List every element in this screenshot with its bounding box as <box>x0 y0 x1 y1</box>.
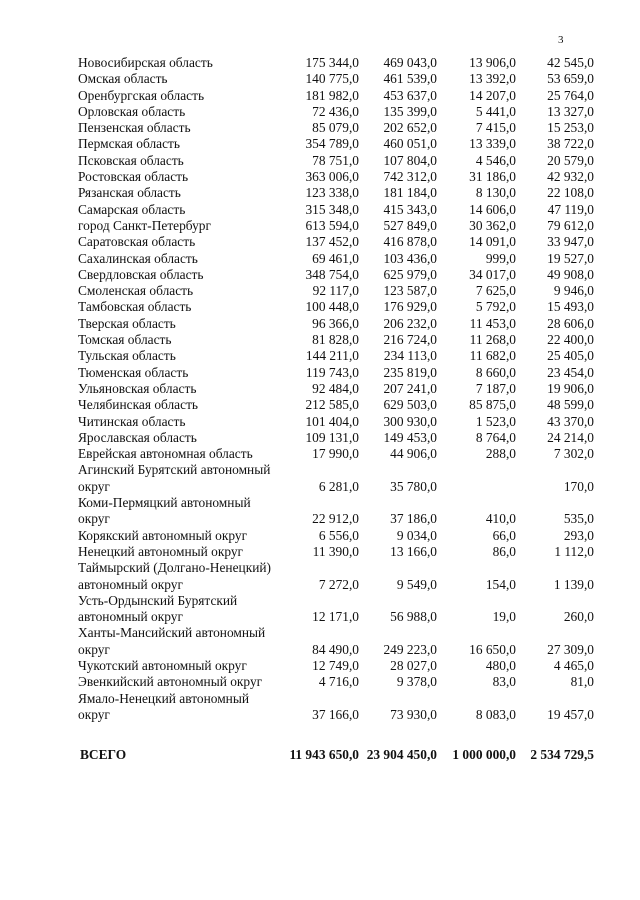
value-cell: 1 139,0 <box>553 576 594 592</box>
region-name: Рязанская область <box>78 185 181 201</box>
value-cell: 85 079,0 <box>312 120 359 136</box>
value-cell: 84 490,0 <box>312 641 359 657</box>
value-cell: 78 751,0 <box>312 152 359 168</box>
value-cell: 7 302,0 <box>553 446 594 462</box>
value-cell: 300 930,0 <box>383 413 437 429</box>
table-row <box>78 267 608 283</box>
table-row <box>78 430 608 446</box>
table-row <box>78 495 608 528</box>
total-value: 11 943 650,0 <box>289 747 359 762</box>
value-cell: 527 849,0 <box>383 217 437 233</box>
value-cell: 7 187,0 <box>475 380 516 396</box>
table-row <box>78 136 608 152</box>
value-cell: 107 804,0 <box>383 152 437 168</box>
table-row <box>78 593 608 626</box>
value-cell: 8 764,0 <box>475 429 516 445</box>
value-cell: 69 461,0 <box>312 250 359 266</box>
region-name: Тамбовская область <box>78 299 192 315</box>
value-cell: 35 780,0 <box>390 478 437 494</box>
region-name: Томская область <box>78 332 172 348</box>
value-cell: 625 979,0 <box>383 266 437 282</box>
value-cell: 19 457,0 <box>547 706 594 722</box>
value-cell: 11 682,0 <box>469 348 516 364</box>
value-cell: 43 370,0 <box>547 413 594 429</box>
table-row <box>78 674 608 690</box>
region-name: Пермская область <box>78 136 180 152</box>
value-cell: 15 253,0 <box>547 120 594 136</box>
value-cell: 13 339,0 <box>469 136 516 152</box>
page-number: 3 <box>558 34 564 46</box>
value-cell: 28 606,0 <box>547 315 594 331</box>
table-row <box>78 71 608 87</box>
value-cell: 206 232,0 <box>383 315 437 331</box>
value-cell: 72 436,0 <box>312 103 359 119</box>
value-cell: 101 404,0 <box>305 413 359 429</box>
value-cell: 234 113,0 <box>383 348 437 364</box>
value-cell: 235 819,0 <box>383 364 437 380</box>
region-name: Еврейская автономная область <box>78 446 253 462</box>
value-cell: 14 091,0 <box>469 234 516 250</box>
value-cell: 315 348,0 <box>305 201 359 217</box>
value-cell: 7 415,0 <box>475 120 516 136</box>
value-cell: 212 585,0 <box>305 397 359 413</box>
value-cell: 19 527,0 <box>547 250 594 266</box>
value-cell: 24 214,0 <box>547 429 594 445</box>
value-cell: 73 930,0 <box>390 706 437 722</box>
value-cell: 12 749,0 <box>312 657 359 673</box>
value-cell: 140 775,0 <box>305 71 359 87</box>
value-cell: 207 241,0 <box>383 380 437 396</box>
table-row <box>78 658 608 674</box>
value-cell: 13 327,0 <box>547 103 594 119</box>
table-row <box>78 316 608 332</box>
value-cell: 13 392,0 <box>469 71 516 87</box>
region-name: Эвенкийский автономный округ <box>78 674 263 690</box>
value-cell: 8 660,0 <box>475 364 516 380</box>
value-cell: 415 343,0 <box>383 201 437 217</box>
region-name: Таймырский (Долгано-Ненецкий) автономный округ <box>78 560 271 592</box>
value-cell: 37 166,0 <box>312 706 359 722</box>
value-cell: 27 309,0 <box>547 641 594 657</box>
total-value: 2 534 729,5 <box>530 747 594 762</box>
region-name: Омская область <box>78 71 168 87</box>
table-row <box>78 691 608 724</box>
value-cell: 1 523,0 <box>475 413 516 429</box>
region-name: Оренбургская область <box>78 87 205 103</box>
value-cell: 293,0 <box>563 527 594 543</box>
value-cell: 170,0 <box>563 478 594 494</box>
value-cell: 30 362,0 <box>469 217 516 233</box>
value-cell: 742 312,0 <box>383 169 437 185</box>
value-cell: 8 130,0 <box>475 185 516 201</box>
table-row <box>78 88 608 104</box>
table-row <box>78 528 608 544</box>
value-cell: 28 027,0 <box>390 657 437 673</box>
value-cell: 410,0 <box>485 511 516 527</box>
value-cell: 354 789,0 <box>305 136 359 152</box>
value-cell: 11 390,0 <box>312 543 359 559</box>
value-cell: 14 207,0 <box>469 87 516 103</box>
value-cell: 9 378,0 <box>396 674 437 690</box>
value-cell: 7 625,0 <box>475 283 516 299</box>
region-name: Свердловская область <box>78 266 204 282</box>
region-name: Читинская область <box>78 413 186 429</box>
value-cell: 181 184,0 <box>383 185 437 201</box>
value-cell: 613 594,0 <box>305 217 359 233</box>
value-cell: 176 929,0 <box>383 299 437 315</box>
data-table <box>78 55 608 723</box>
value-cell: 11 268,0 <box>469 332 516 348</box>
value-cell: 12 171,0 <box>312 609 359 625</box>
region-name: Коми-Пермяцкий автономный округ <box>78 495 251 527</box>
value-cell: 149 453,0 <box>383 429 437 445</box>
value-cell: 416 878,0 <box>383 234 437 250</box>
value-cell: 42 545,0 <box>547 55 594 70</box>
region-name: Пензенская область <box>78 120 191 136</box>
table-row <box>78 397 608 413</box>
value-cell: 5 792,0 <box>475 299 516 315</box>
value-cell: 9 034,0 <box>396 527 437 543</box>
value-cell: 8 083,0 <box>475 706 516 722</box>
total-row <box>78 745 608 763</box>
region-name: Смоленская область <box>78 283 194 299</box>
value-cell: 4 546,0 <box>475 152 516 168</box>
value-cell: 81,0 <box>570 674 594 690</box>
value-cell: 135 399,0 <box>383 103 437 119</box>
value-cell: 37 186,0 <box>390 511 437 527</box>
value-cell: 103 436,0 <box>383 250 437 266</box>
value-cell: 461 539,0 <box>383 71 437 87</box>
value-cell: 137 452,0 <box>305 234 359 250</box>
table-row <box>78 365 608 381</box>
value-cell: 85 875,0 <box>469 397 516 413</box>
value-cell: 5 441,0 <box>475 103 516 119</box>
value-cell: 79 612,0 <box>547 217 594 233</box>
region-name: Орловская область <box>78 103 186 119</box>
value-cell: 9 946,0 <box>553 283 594 299</box>
region-name: Чукотский автономный округ <box>78 657 247 673</box>
value-cell: 92 117,0 <box>312 283 359 299</box>
table-row <box>78 104 608 120</box>
value-cell: 22 108,0 <box>547 185 594 201</box>
value-cell: 25 764,0 <box>547 87 594 103</box>
value-cell: 249 223,0 <box>383 641 437 657</box>
total-value: 23 904 450,0 <box>366 747 437 762</box>
value-cell: 38 722,0 <box>547 136 594 152</box>
value-cell: 56 988,0 <box>390 609 437 625</box>
value-cell: 81 828,0 <box>312 332 359 348</box>
table-row <box>78 625 608 658</box>
value-cell: 181 982,0 <box>305 87 359 103</box>
value-cell: 175 344,0 <box>305 55 359 70</box>
value-cell: 17 990,0 <box>312 446 359 462</box>
value-cell: 4 716,0 <box>318 674 359 690</box>
value-cell: 31 186,0 <box>469 169 516 185</box>
table-row <box>78 120 608 136</box>
region-name: Тюменская область <box>78 364 189 380</box>
value-cell: 83,0 <box>492 674 516 690</box>
value-cell: 96 366,0 <box>312 315 359 331</box>
value-cell: 480,0 <box>485 657 516 673</box>
value-cell: 19,0 <box>492 609 516 625</box>
region-name: Тверская область <box>78 315 176 331</box>
value-cell: 1 112,0 <box>554 543 594 559</box>
value-cell: 7 272,0 <box>318 576 359 592</box>
value-cell: 33 947,0 <box>547 234 594 250</box>
table-row <box>78 381 608 397</box>
value-cell: 66,0 <box>492 527 516 543</box>
value-cell: 11 453,0 <box>469 315 516 331</box>
region-name: Ямало-Ненецкий автономный округ <box>78 690 249 722</box>
value-cell: 14 606,0 <box>469 201 516 217</box>
table-row <box>78 234 608 250</box>
total-value: 1 000 000,0 <box>452 747 516 762</box>
value-cell: 86,0 <box>492 543 516 559</box>
value-cell: 25 405,0 <box>547 348 594 364</box>
value-cell: 123 587,0 <box>383 283 437 299</box>
value-cell: 13 166,0 <box>390 543 437 559</box>
value-cell: 100 448,0 <box>305 299 359 315</box>
value-cell: 216 724,0 <box>383 332 437 348</box>
value-cell: 9 549,0 <box>396 576 437 592</box>
value-cell: 47 119,0 <box>547 201 594 217</box>
value-cell: 16 650,0 <box>469 641 516 657</box>
value-cell: 144 211,0 <box>305 348 359 364</box>
table-row <box>78 462 608 495</box>
value-cell: 48 599,0 <box>547 397 594 413</box>
region-name: Ростовская область <box>78 169 189 185</box>
region-name: город Санкт-Петербург <box>78 217 211 233</box>
value-cell: 469 043,0 <box>383 55 437 70</box>
table-row <box>78 153 608 169</box>
table-row <box>78 560 608 593</box>
table-row <box>78 299 608 315</box>
table-row <box>78 251 608 267</box>
region-name: Тульская область <box>78 348 176 364</box>
table-row <box>78 55 608 71</box>
region-name: Корякский автономный округ <box>78 527 248 543</box>
region-name: Псковская область <box>78 152 184 168</box>
region-name: Сахалинская область <box>78 250 198 266</box>
region-name: Ульяновская область <box>78 380 197 396</box>
value-cell: 49 908,0 <box>547 266 594 282</box>
table-row <box>78 202 608 218</box>
region-name: Ханты-Мансийский автономный округ <box>78 625 266 657</box>
value-cell: 6 281,0 <box>318 478 359 494</box>
table-row <box>78 283 608 299</box>
value-cell: 453 637,0 <box>383 87 437 103</box>
value-cell: 53 659,0 <box>547 71 594 87</box>
table-row <box>78 169 608 185</box>
table-row <box>78 544 608 560</box>
value-cell: 629 503,0 <box>383 397 437 413</box>
region-name: Усть-Ордынский Бурятский автономный округ <box>78 592 238 625</box>
region-name: Новосибирская область <box>78 55 213 70</box>
value-cell: 260,0 <box>563 609 594 625</box>
value-cell: 92 484,0 <box>312 380 359 396</box>
value-cell: 13 906,0 <box>469 55 516 70</box>
value-cell: 23 454,0 <box>547 364 594 380</box>
region-name: Самарская область <box>78 201 186 217</box>
value-cell: 22 912,0 <box>312 511 359 527</box>
table-row <box>78 218 608 234</box>
value-cell: 348 754,0 <box>305 266 359 282</box>
total-label: ВСЕГО <box>80 747 127 762</box>
region-name: Агинский Бурятский автономный округ <box>78 462 271 494</box>
value-cell: 6 556,0 <box>318 527 359 543</box>
table-row <box>78 185 608 201</box>
value-cell: 363 006,0 <box>305 169 359 185</box>
value-cell: 535,0 <box>563 511 594 527</box>
value-cell: 34 017,0 <box>469 266 516 282</box>
table-row <box>78 414 608 430</box>
region-name: Саратовская область <box>78 234 196 250</box>
value-cell: 22 400,0 <box>547 332 594 348</box>
table-row <box>78 446 608 462</box>
table-row <box>78 348 608 364</box>
value-cell: 19 906,0 <box>547 380 594 396</box>
value-cell: 202 652,0 <box>383 120 437 136</box>
table-row <box>78 332 608 348</box>
value-cell: 109 131,0 <box>305 429 359 445</box>
value-cell: 123 338,0 <box>305 185 359 201</box>
value-cell: 154,0 <box>485 576 516 592</box>
value-cell: 42 932,0 <box>547 169 594 185</box>
value-cell: 119 743,0 <box>305 364 359 380</box>
value-cell: 460 051,0 <box>383 136 437 152</box>
region-name: Ненецкий автономный округ <box>78 543 244 559</box>
region-name: Челябинская область <box>78 397 199 413</box>
value-cell: 4 465,0 <box>553 657 594 673</box>
value-cell: 15 493,0 <box>547 299 594 315</box>
region-name: Ярославская область <box>78 429 197 445</box>
value-cell: 44 906,0 <box>390 446 437 462</box>
value-cell: 20 579,0 <box>547 152 594 168</box>
value-cell: 288,0 <box>485 446 516 462</box>
value-cell: 999,0 <box>485 250 516 266</box>
